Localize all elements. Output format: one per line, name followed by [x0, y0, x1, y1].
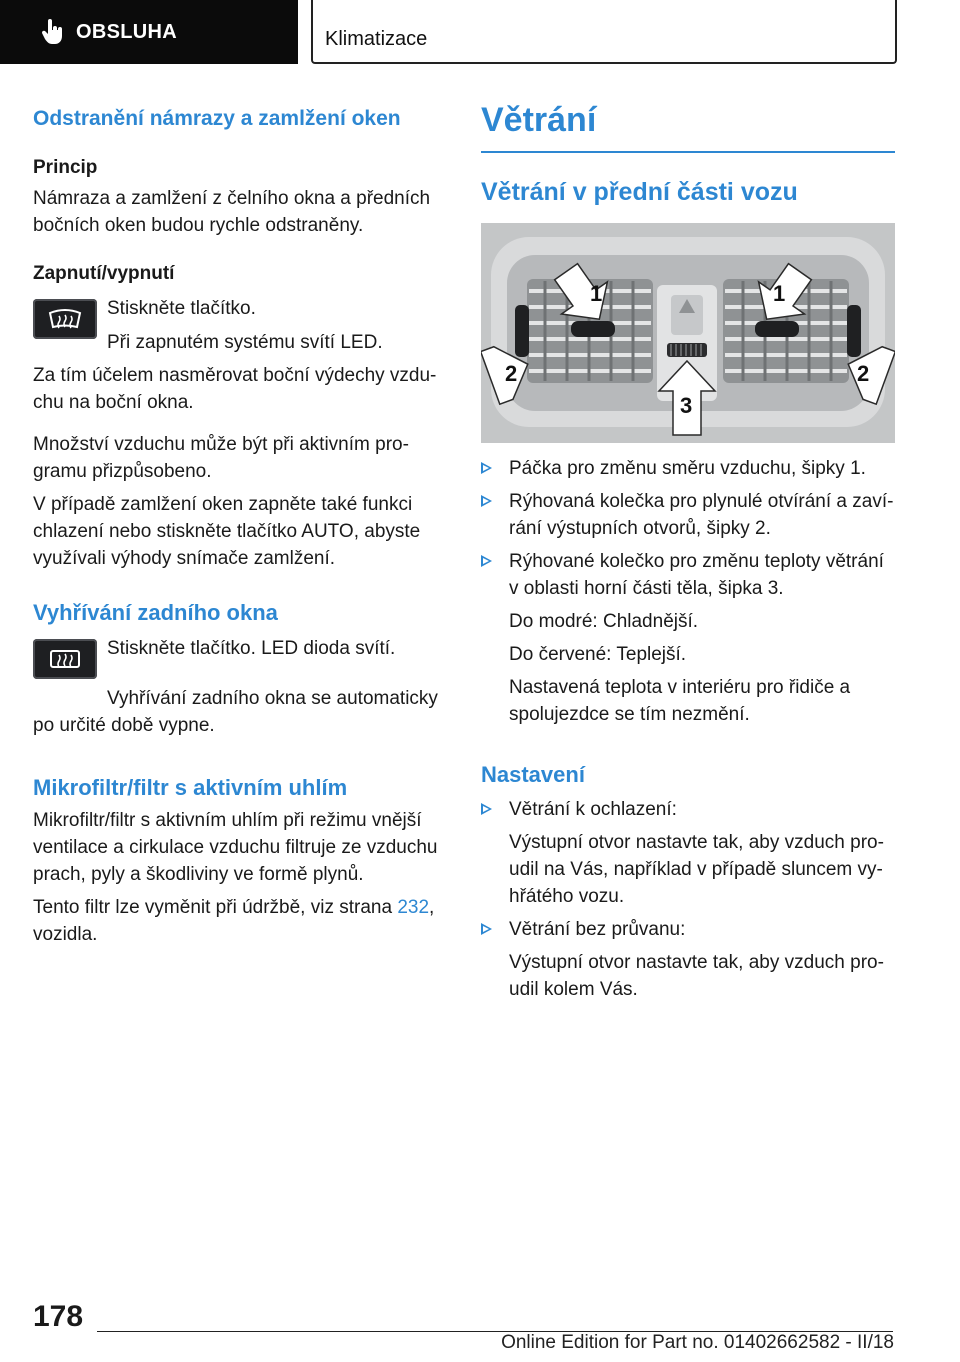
- principle-text: Námraza a zamlžení z čelního okna a předních bočních oken budou rychle odstraněny.: [33, 188, 431, 237]
- list-item: Páčka pro změnu směru vzduchu, šipky 1.: [481, 455, 895, 482]
- filter-paragraph-1: Mikrofiltr/filtr s aktivním uhlím při režimu vnější ventilace a cirkulace vzduchu filtruje ze vzduchu prach, pyly a škodliviny ve formě plynů.: [33, 809, 438, 885]
- chapter-title: Klimatizace: [325, 28, 428, 50]
- heading-divider: [481, 151, 895, 153]
- principle-heading: Princip: [33, 157, 98, 179]
- settings-list: [481, 796, 895, 1003]
- defrost-paragraph-1: Za tím účelem nasměrovat boční výdechy vzdu-chu na boční okna.: [33, 365, 437, 414]
- front-ventilation-heading: Větrání v přední části vozu: [481, 177, 798, 206]
- air-vent-figure: [481, 223, 895, 443]
- arrow-label-2-left: 2: [505, 360, 518, 386]
- defrost-paragraph-3: V případě zamlžení oken zapněte také funkci chlazení nebo stiskněte tlačítko AUTO, abyste využívali výhody snímače zamlžení.: [33, 494, 421, 570]
- list-item: Rýhované kolečko pro změnu teploty větrání v oblasti horní části těla, šipka 3. Do modré: Chladnější. Do červené: Teplejší. Nastavená teplota v interiéru pro řidiče a spolujezdce se tím nezmění.: [481, 548, 895, 728]
- defrost-step: [33, 295, 445, 356]
- onoff-heading: Zapnutí/vypnutí: [33, 263, 175, 285]
- vent-controls-list: [481, 455, 895, 728]
- page-link[interactable]: 232: [397, 896, 430, 918]
- arrow-label-1-right: 1: [773, 280, 786, 306]
- chapter-header: [311, 0, 897, 64]
- hand-pointer-icon: [40, 19, 64, 45]
- rear-window-heating-button-icon: [33, 639, 97, 679]
- footer-edition: Online Edition for Part no. 01402662582 - II/18: [501, 1332, 894, 1353]
- bullet-triangle-icon: [481, 555, 492, 567]
- settings-heading: Nastavení: [481, 761, 585, 787]
- arrow-label-2-right: 2: [857, 360, 870, 386]
- defrost-paragraph-2: Množství vzduchu může být při aktivním pro-gramu přizpůsobeno.: [33, 434, 409, 483]
- bullet-triangle-icon: [481, 495, 492, 507]
- filter-paragraph-2: Tento filtr lze vyměnit při údržbě, viz strana 232, vozidla.: [33, 896, 435, 945]
- list-item: Větrání bez průvanu: Výstupní otvor nastavte tak, aby vzduch pro-udil kolem Vás.: [481, 916, 895, 1003]
- settings-desc: Výstupní otvor nastavte tak, aby vzduch pro-udil kolem Vás.: [509, 952, 884, 1001]
- bullet-triangle-icon: [481, 462, 492, 474]
- temp-red: Do červené: Teplejší.: [509, 643, 687, 665]
- rear-step-2: Vyhřívání zadního okna se automaticky po určité době vypne.: [33, 687, 438, 736]
- temp-blue: Do modré: Chladnější.: [509, 610, 699, 632]
- page-number: 178: [33, 1300, 84, 1333]
- rear-step: [33, 635, 445, 679]
- windshield-defrost-button-icon: [33, 299, 97, 339]
- arrow-label-3: 3: [680, 392, 693, 418]
- right-column: [481, 100, 895, 1003]
- section-tab-label: OBSLUHA: [76, 20, 177, 43]
- left-column: [33, 100, 445, 948]
- rear-window-heading: Vyhřívání zadního okna: [33, 600, 278, 626]
- bullet-triangle-icon: [481, 923, 492, 935]
- bullet-triangle-icon: [481, 803, 492, 815]
- temp-note: Nastavená teplota v interiéru pro řidiče a spolujezdce se tím nezmění.: [509, 676, 851, 725]
- air-vent-illustration: [481, 223, 895, 443]
- section-tab[interactable]: [0, 0, 298, 64]
- filter-heading: Mikrofiltr/filtr s aktivním uhlím: [33, 774, 348, 800]
- list-item: Rýhovaná kolečka pro plynulé otvírání a zaví-rání výstupních otvorů, šipky 2.: [481, 488, 895, 542]
- settings-desc: Výstupní otvor nastavte tak, aby vzduch pro-udil na Vás, například v případě sluncem vy-hřátého vozu.: [509, 832, 884, 908]
- arrow-label-1-left: 1: [590, 280, 603, 306]
- rear-step-1: Stiskněte tlačítko. LED dioda svítí.: [107, 637, 396, 659]
- defrost-step-2: Při zapnutém systému svítí LED.: [107, 332, 383, 354]
- defrost-heading: Odstranění námrazy a zamlžení oken: [33, 107, 401, 130]
- defrost-step-1: Stiskněte tlačítko.: [107, 298, 256, 320]
- ventilation-heading: Větrání: [481, 101, 597, 139]
- list-item: Větrání k ochlazení: Výstupní otvor nastavte tak, aby vzduch pro-udil na Vás, například v případě sluncem vy-hřátého vozu.: [481, 796, 895, 910]
